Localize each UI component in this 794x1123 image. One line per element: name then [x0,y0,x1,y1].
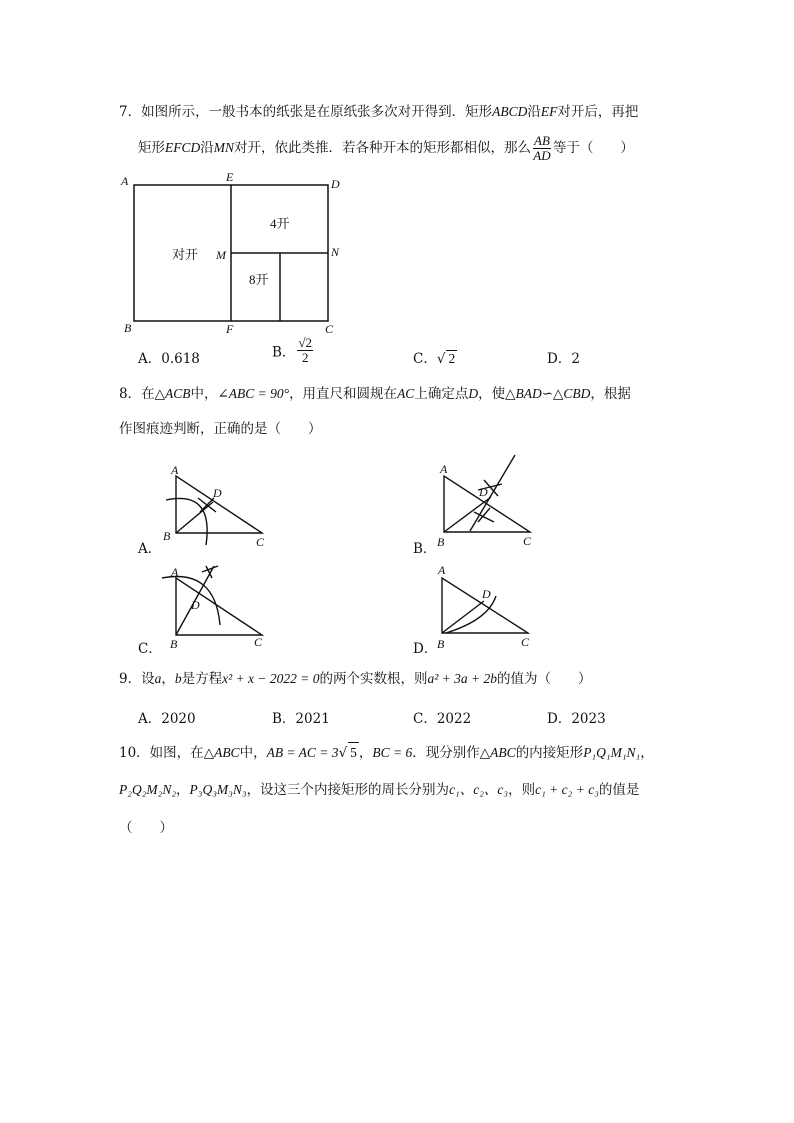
q10-triangle: △ABC [203,745,240,760]
q10-text: ．现分别作 [412,745,480,761]
q9-text: 的值为（ ） [497,671,592,687]
option-prefix: C． [413,351,437,367]
q8-d-arc [446,596,496,633]
q7-label-4kai: 4开 [270,216,290,231]
frac-numerator: AB [534,133,550,148]
q7-rect-efcd: EFCD [165,140,201,155]
q9-option-c[interactable]: C．2022 [413,711,472,727]
q8-text: 8．在 [119,386,155,402]
q8-a-label-d: D [213,486,222,500]
q10-text: ， [358,745,373,761]
q9-text: 9．设 [119,671,155,687]
q10-equation: AB = AC = 3 [266,745,339,760]
q8-b-label-c: C [523,534,532,548]
q7-text: 等于（ ） [552,140,634,156]
q8-segment-ac: AC [397,386,415,401]
q8-line2: 作图痕迹判断，正确的是（ ） [119,421,322,437]
q10-rect1: P₁Q₁M₁N₁ [583,745,641,760]
q10-line2 [119,780,639,800]
q8-d-label-b: B [437,637,445,651]
q7-label-duikai: 对开 [172,247,199,262]
q7-text: 对开，依此类推．若各种开本的矩形都相似，那么 [234,140,531,156]
q8-option-a[interactable]: A． [138,541,162,557]
q8-text: ，根据 [590,386,631,402]
q10-text: 的内接矩形 [515,745,584,761]
q7-label-d: D [331,177,340,191]
q8-b-perp [470,455,515,531]
q7-text: 矩形 [138,140,165,156]
q10-text: 的值是 [598,782,640,798]
frac-denominator: AD [533,148,551,163]
sqrt-sign: √ [436,351,446,367]
q7-label-c: C [325,322,334,336]
option-prefix: B． [272,344,296,361]
q8-option-d[interactable]: D． [413,641,438,657]
q8-c-label-b: B [170,637,178,651]
q10-line3: （ ） [119,820,173,836]
q9-option-d[interactable]: D．2023 [547,711,606,727]
q7-text: 对开后，再把 [557,104,639,120]
q8-d-label-a: A [438,563,446,577]
q8-b-label-d: D [479,485,488,499]
q10-rect3: P₃Q₃M₃N₃ [189,782,247,797]
q8-a-label-a: A [171,463,179,477]
q8-a-arc [166,498,207,545]
sqrt-radicand: 5 [348,742,359,763]
q9-line [119,669,592,689]
q8-option-c[interactable]: C． [138,641,162,657]
frac-denominator: 2 [301,350,309,365]
q8-c-label-c: C [254,635,263,649]
q8-similarity: △BAD∽△CBD [505,386,591,401]
q10-perimeters: c₁、c₂、c₃ [449,782,509,797]
q7-option-a[interactable]: A．0.618 [138,351,200,367]
q9-var-b: b [174,671,182,686]
q7-rect-abcd: ABCD [492,104,528,119]
q8-a-label-c: C [256,535,265,549]
q7-segment-mn: MN [213,140,234,155]
q7-label-m: M [216,248,226,262]
q7-label-b: B [124,321,132,335]
q10-text: 10．如图，在 [119,745,204,761]
q7-label-f: F [226,322,234,336]
sqrt-radicand: 2 [448,351,456,366]
q9-option-b[interactable]: B．2021 [272,711,330,727]
q8-triangle: △ACB [154,386,191,401]
q9-text: 是方程 [181,671,223,687]
q10-text: 中， [239,745,267,761]
q8-d-bd [442,601,484,633]
q8-d-label-c: C [521,635,530,649]
q8-d-label-d: D [482,587,491,601]
q8-a-triangle [176,476,262,533]
q8-b-label-a: A [440,462,448,476]
q10-rect2: P₂Q₂M₂N₂ [119,782,177,797]
q8-text: ，用直尺和圆规在 [289,386,398,402]
q10-text: ，设这三个内接矩形的周长分别为 [246,782,450,798]
q7-text: 沿 [200,140,214,156]
q8-c-label-d: D [191,598,200,612]
q10-text: ， [176,782,190,798]
q8-a-label-b: B [163,529,171,543]
q9-var-a: a [154,671,162,686]
sqrt-sign: √ [338,745,348,761]
q8-text: 上确定点 [414,386,469,402]
q10-line1 [119,742,654,763]
q7-label-e: E [226,170,234,184]
q10-sum: c₁ + c₂ + c₃ [535,782,599,797]
frac-numerator: √2 [298,335,313,350]
q7-segment-ef: EF [540,104,558,119]
q7-text: 沿 [527,104,541,120]
q7-text: 7．如图所示，一般书本的纸张是在原纸张多次对开得到．矩形 [119,104,493,120]
q8-b-label-b: B [437,535,445,549]
q9-equation: x² + x − 2022 = 0 [222,671,320,686]
q8-point-d: D [468,386,479,401]
q8-c-label-a: A [171,565,179,579]
q9-option-a[interactable]: A．2020 [138,711,196,727]
q8-text: ，使 [478,386,506,402]
q7-option-d[interactable]: D．2 [547,351,580,367]
q7-label-8kai: 8开 [249,272,269,287]
q9-text: ， [161,671,175,687]
q8-angle: ∠ABC = 90° [217,386,290,401]
q8-option-b[interactable]: B． [413,541,437,557]
q7-label-n: N [331,245,340,259]
q10-bc: BC = 6 [372,745,413,760]
q10-text: ，则 [508,782,536,798]
q8-text: 中， [190,386,218,402]
q10-triangle: △ABC [479,745,516,760]
q9-expression: a² + 3a + 2b [427,671,497,686]
q7-label-a: A [121,174,129,188]
q10-text: ， [640,745,654,761]
q9-text: 的两个实数根，则 [319,671,428,687]
q8-c-triangle [176,578,262,635]
